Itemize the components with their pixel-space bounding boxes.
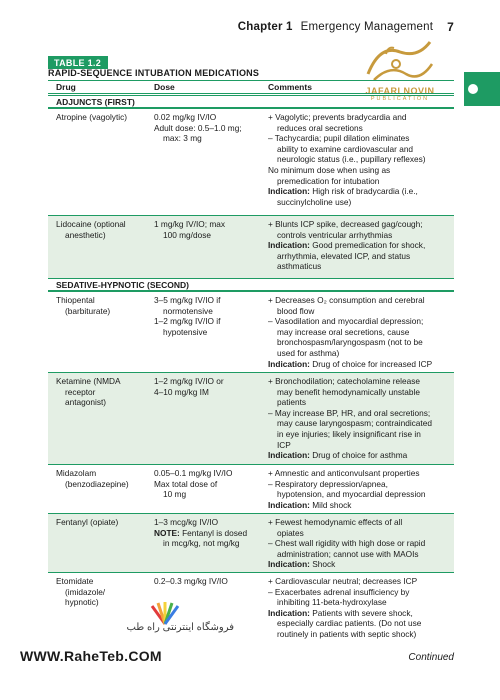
drug-cell bbox=[56, 295, 148, 316]
cell-line: + Bronchodilation; catecholamine release bbox=[268, 376, 420, 386]
cell-line: may increase oral secretions, cause bbox=[277, 326, 410, 337]
website-link[interactable]: WWW.RaheTeb.COM bbox=[20, 648, 162, 664]
cell-line: opiates bbox=[277, 527, 304, 538]
cell-line: may cause laryngospasm; contraindicated bbox=[277, 418, 432, 429]
cell-line: Indication: Drug of choice for increased ICP bbox=[268, 358, 433, 369]
cell-line: + Blunts ICP spike, decreased gag/cough; bbox=[268, 219, 423, 229]
table-row bbox=[48, 464, 454, 513]
column-header-dose: Dose bbox=[154, 82, 175, 92]
cell-line: 1–2 mg/kg IV/IO if bbox=[154, 316, 221, 327]
cell-line: – Respiratory depression/apnea, bbox=[268, 478, 388, 489]
dose-cell bbox=[154, 576, 262, 587]
cell-line: (benzodiazepine) bbox=[65, 478, 129, 489]
cell-line: antagonist) bbox=[65, 397, 107, 408]
table-label: TABLE 1.2 bbox=[48, 56, 108, 69]
drug-cell bbox=[56, 112, 148, 123]
cell-line: (barbiturate) bbox=[65, 305, 111, 316]
cell-line: + Cardiovascular neutral; decreases ICP bbox=[268, 576, 418, 586]
cell-line: inhibiting 11-beta-hydroxylase bbox=[277, 597, 387, 608]
cell-line: + Fewest hemodynamic effects of all bbox=[268, 517, 403, 527]
cell-line: – Exacerbates adrenal insufficiency by bbox=[268, 586, 410, 597]
dose-cell bbox=[154, 219, 262, 240]
cell-line: Indication: Drug of choice for asthma bbox=[268, 450, 408, 461]
cell-line: 0.05–0.1 mg/kg IV/IO bbox=[154, 468, 233, 478]
cell-line: NOTE: Fentanyl is dosed bbox=[154, 527, 248, 538]
drug-cell bbox=[56, 219, 148, 240]
cell-line: receptor bbox=[65, 386, 96, 397]
table-row bbox=[48, 291, 454, 372]
watermark-sub: PUBLICATION bbox=[370, 96, 430, 102]
comments-cell bbox=[268, 468, 454, 510]
dose-cell bbox=[154, 376, 262, 397]
cell-line: arrhythmia, elevated ICP, and status bbox=[277, 250, 411, 261]
comments-cell bbox=[268, 295, 454, 369]
cell-line: 3–5 mg/kg IV/IO if bbox=[154, 295, 221, 305]
cell-line: – Tachycardia; pupil dilation eliminates bbox=[268, 133, 410, 144]
shop-name: فروشگاه اینترنتی راه طب bbox=[126, 622, 234, 633]
drug-cell bbox=[56, 468, 148, 489]
cell-line: – May increase BP, HR, and oral secretions; bbox=[268, 407, 431, 418]
section-heading: SEDATIVE-HYPNOTIC (SECOND) bbox=[48, 278, 454, 291]
page-number: 7 bbox=[447, 20, 454, 34]
cell-line: – Chest wall rigidity with high dose or rapid bbox=[268, 538, 426, 549]
cell-line: succinylcholine use) bbox=[277, 196, 352, 207]
cell-line: Indication: Mild shock bbox=[268, 499, 352, 510]
column-header-comments: Comments bbox=[268, 82, 312, 92]
cell-line: reduces oral secretions bbox=[277, 122, 363, 133]
section-heading: ADJUNCTS (FIRST) bbox=[48, 95, 454, 108]
cell-line: Indication: Shock bbox=[268, 559, 336, 570]
chapter-label: Chapter 1 bbox=[237, 21, 293, 33]
cell-line: No minimum dose when using as bbox=[268, 164, 391, 175]
cell-line: Thiopental bbox=[56, 295, 95, 305]
table-title: RAPID-SEQUENCE INTUBATION MEDICATIONS bbox=[48, 68, 454, 81]
cell-line: blood flow bbox=[277, 305, 315, 316]
cell-line: Atropine (vagolytic) bbox=[56, 112, 128, 122]
cell-line: hypotension, and myocardial depression bbox=[277, 489, 426, 500]
comments-cell bbox=[268, 112, 454, 207]
drug-cell bbox=[56, 517, 148, 528]
cell-line: bronchospasm/laryngospasm (not to be bbox=[277, 337, 423, 348]
drug-cell bbox=[56, 576, 148, 608]
cell-line: 4–10 mg/kg IM bbox=[154, 386, 209, 397]
cell-line: Max total dose of bbox=[154, 478, 218, 489]
cell-line: Fentanyl (opiate) bbox=[56, 517, 119, 527]
cell-line: neurologic status (i.e., pupillary reflexes) bbox=[277, 154, 426, 165]
chapter-title: Emergency Management bbox=[300, 21, 434, 33]
dose-cell bbox=[154, 295, 262, 337]
cell-line: Etomidate bbox=[56, 576, 94, 586]
cell-line: hypotensive bbox=[163, 326, 208, 337]
cell-line: in mcg/kg, not mg/kg bbox=[163, 538, 240, 549]
cell-line: 1 mg/kg IV/IO; max bbox=[154, 219, 226, 229]
cell-line: Indication: Good premedication for shock, bbox=[268, 240, 426, 251]
dose-cell bbox=[154, 517, 262, 549]
cell-line: 1–2 mg/kg IV/IO or bbox=[154, 376, 224, 386]
dose-cell bbox=[154, 468, 262, 500]
comments-cell bbox=[268, 576, 454, 640]
watermark-brand: JAFARI NOVIN bbox=[365, 86, 435, 96]
cell-line: in eye injuries; likely insignificant rise in bbox=[277, 428, 421, 439]
cell-line: 10 mg bbox=[163, 489, 187, 500]
cell-line: used for asthma) bbox=[277, 347, 340, 358]
cell-line: Ketamine (NMDA bbox=[56, 376, 121, 386]
comments-cell bbox=[268, 376, 454, 461]
table-row bbox=[48, 108, 454, 215]
cell-line: 100 mg/dose bbox=[163, 229, 211, 240]
cell-line: Lidocaine (optional bbox=[56, 219, 126, 229]
cell-line: asthmaticus bbox=[277, 261, 322, 272]
cell-line: 1–3 mcg/kg IV/IO bbox=[154, 517, 219, 527]
continued-note: Continued bbox=[408, 652, 454, 663]
cell-line: premedication for intubation bbox=[277, 175, 380, 186]
table-row bbox=[48, 215, 454, 278]
cell-line: ICP bbox=[277, 439, 291, 450]
cell-line: + Decreases O₂ consumption and cerebral bbox=[268, 295, 425, 305]
drug-cell bbox=[56, 376, 148, 408]
cell-line: 0.02 mg/kg IV/IO bbox=[154, 112, 217, 122]
comments-cell bbox=[268, 219, 454, 272]
table-row bbox=[48, 372, 454, 464]
cell-line: especially cardiac patients. (Do not use bbox=[277, 618, 422, 629]
cell-line: administration; cannot use with MAOIs bbox=[277, 548, 419, 559]
column-header-drug: Drug bbox=[56, 82, 76, 92]
cell-line: 0.2–0.3 mg/kg IV/IO bbox=[154, 576, 228, 586]
cell-line: – Vasodilation and myocardial depression; bbox=[268, 316, 424, 327]
cell-line: + Amnestic and anticonvulsant properties bbox=[268, 468, 420, 478]
cell-line: Midazolam bbox=[56, 468, 97, 478]
cell-line: anesthetic) bbox=[65, 229, 106, 240]
cell-line: (imidazole/ bbox=[65, 586, 106, 597]
column-header-row bbox=[48, 82, 454, 94]
cell-line: may benefit hemodynamically unstable bbox=[277, 386, 420, 397]
dose-cell bbox=[154, 112, 262, 144]
table-row bbox=[48, 513, 454, 572]
cell-line: Indication: High risk of bradycardia (i.e., bbox=[268, 186, 418, 197]
cell-line: patients bbox=[277, 397, 307, 408]
cell-line: routinely in patients with septic shock) bbox=[277, 628, 417, 639]
cell-line: Indication: Patients with severe shock, bbox=[268, 607, 413, 618]
cell-line: controls ventricular arrhythmias bbox=[277, 229, 393, 240]
tab-dot-icon bbox=[468, 84, 478, 94]
cell-line: max: 3 mg bbox=[163, 133, 202, 144]
cell-line: hypnotic) bbox=[65, 597, 99, 608]
cell-line: Adult dose: 0.5–1.0 mg; bbox=[154, 122, 242, 133]
cell-line: + Vagolytic; prevents bradycardia and bbox=[268, 112, 407, 122]
comments-cell bbox=[268, 517, 454, 570]
chapter-edge-tab bbox=[464, 72, 500, 106]
cell-line: ability to examine cardiovascular and bbox=[277, 143, 414, 154]
cell-line: normotensive bbox=[163, 305, 213, 316]
